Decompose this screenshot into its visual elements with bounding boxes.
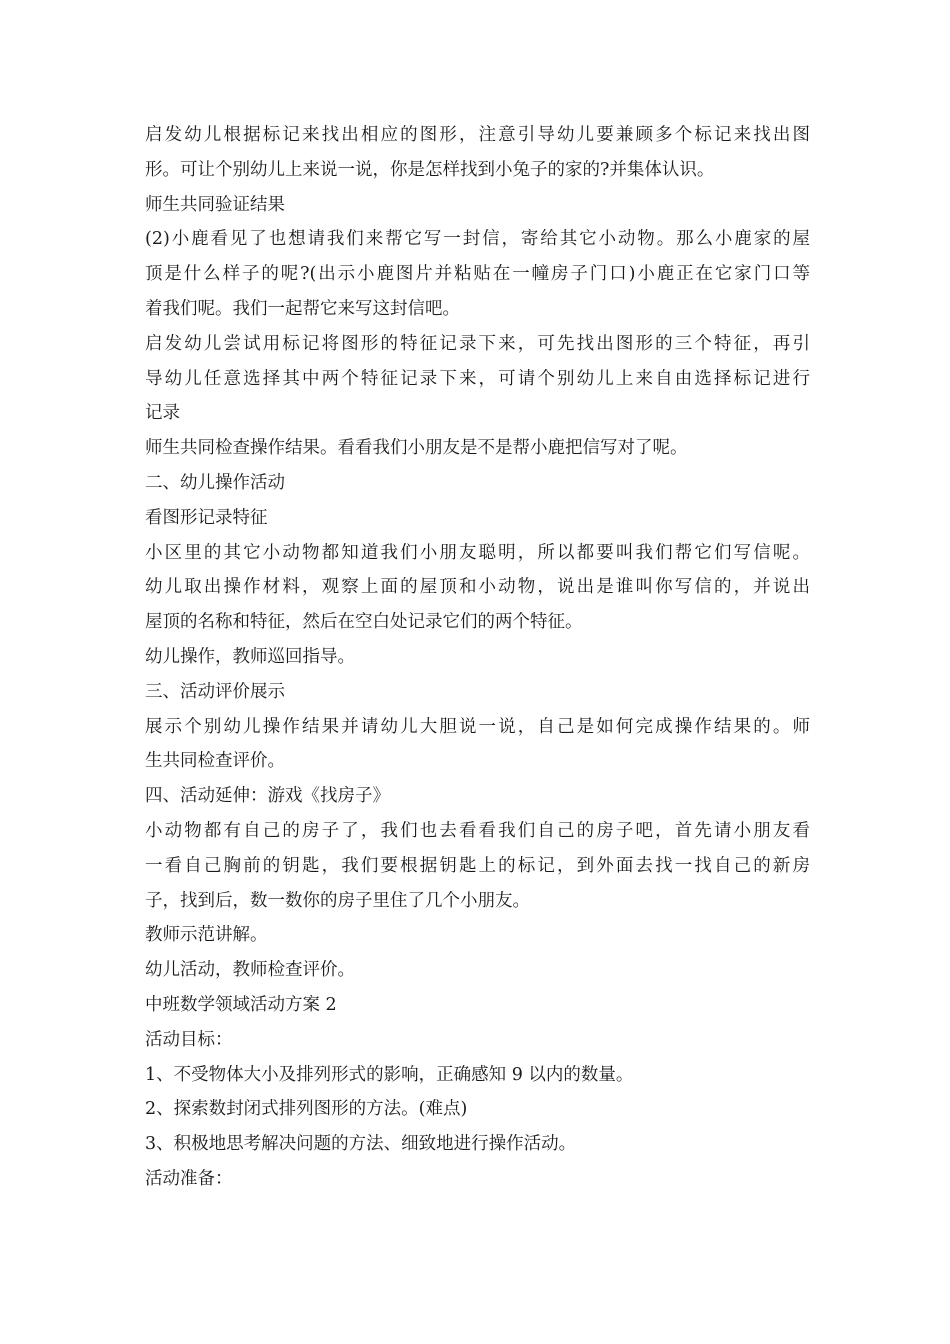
text-line: 形。可让个别幼儿上来说一说，你是怎样找到小兔子的家的?并集体认识。 [145,159,715,180]
text-line: 四、活动延伸：游戏《找房子》 [145,786,390,807]
text-line: 导幼儿任意选择其中两个特征记录下来，可请个别幼儿上来自由选择标记进行 [145,368,810,389]
text-line: 启发幼儿尝试用标记将图形的特征记录下来，可先找出图形的三个特征，再引 [145,333,810,354]
text-line: 记录 [145,403,180,424]
text-line: 幼儿操作，教师巡回指导。 [145,646,355,667]
text-line: 幼儿取出操作材料，观察上面的屋顶和小动物，说出是谁叫你写信的，并说出 [145,577,810,598]
text-line: 屋顶的名称和特征，然后在空白处记录它们的两个特征。 [145,612,583,633]
text-line: 教师示范讲解。 [145,925,268,946]
text-line: 幼儿活动，教师检查评价。 [145,960,355,981]
text-line: 着我们呢。我们一起帮它来写这封信吧。 [145,298,460,319]
document-page [145,118,810,1197]
text-line: 3、积极地思考解决问题的方法、细致地进行操作活动。 [145,1134,577,1155]
text-line: 小动物都有自己的房子了，我们也去看看我们自己的房子吧，首先请小朋友看 [145,820,810,841]
text-line: 子，找到后，数一数你的房子里住了几个小朋友。 [145,890,530,911]
text-line: 中班数学领域活动方案 2 [145,994,337,1015]
text-line: 师生共同验证结果 [145,194,285,215]
text-line: (2)小鹿看见了也想请我们来帮它写一封信，寄给其它小动物。那么小鹿家的屋 [145,229,810,250]
text-line: 生共同检查评价。 [145,751,285,772]
text-line: 师生共同检查操作结果。看看我们小朋友是不是帮小鹿把信写对了呢。 [145,438,688,459]
text-line: 二、幼儿操作活动 [145,472,285,493]
text-line: 一看自己胸前的钥匙，我们要根据钥匙上的标记，到外面去找一找自己的新房 [145,855,810,876]
text-line: 展示个别幼儿操作结果并请幼儿大胆说一说，自己是如何完成操作结果的。师 [145,716,810,737]
text-line: 启发幼儿根据标记来找出相应的图形，注意引导幼儿要兼顾多个标记来找出图 [145,125,810,145]
text-line: 顶是什么样子的呢?(出示小鹿图片并粘贴在一幢房子门口)小鹿正在它家门口等 [145,264,810,285]
text-line: 活动准备： [145,1168,233,1189]
text-line: 活动目标： [145,1029,233,1050]
text-line: 看图形记录特征 [145,507,268,528]
text-line: 1、不受物体大小及排列形式的影响，正确感知 9 以内的数量。 [145,1064,634,1085]
text-line: 2、探索数封闭式排列图形的方法。(难点) [145,1099,468,1120]
text-line: 小区里的其它小动物都知道我们小朋友聪明，所以都要叫我们帮它们写信呢。 [145,542,810,563]
text-line: 三、活动评价展示 [145,681,285,702]
